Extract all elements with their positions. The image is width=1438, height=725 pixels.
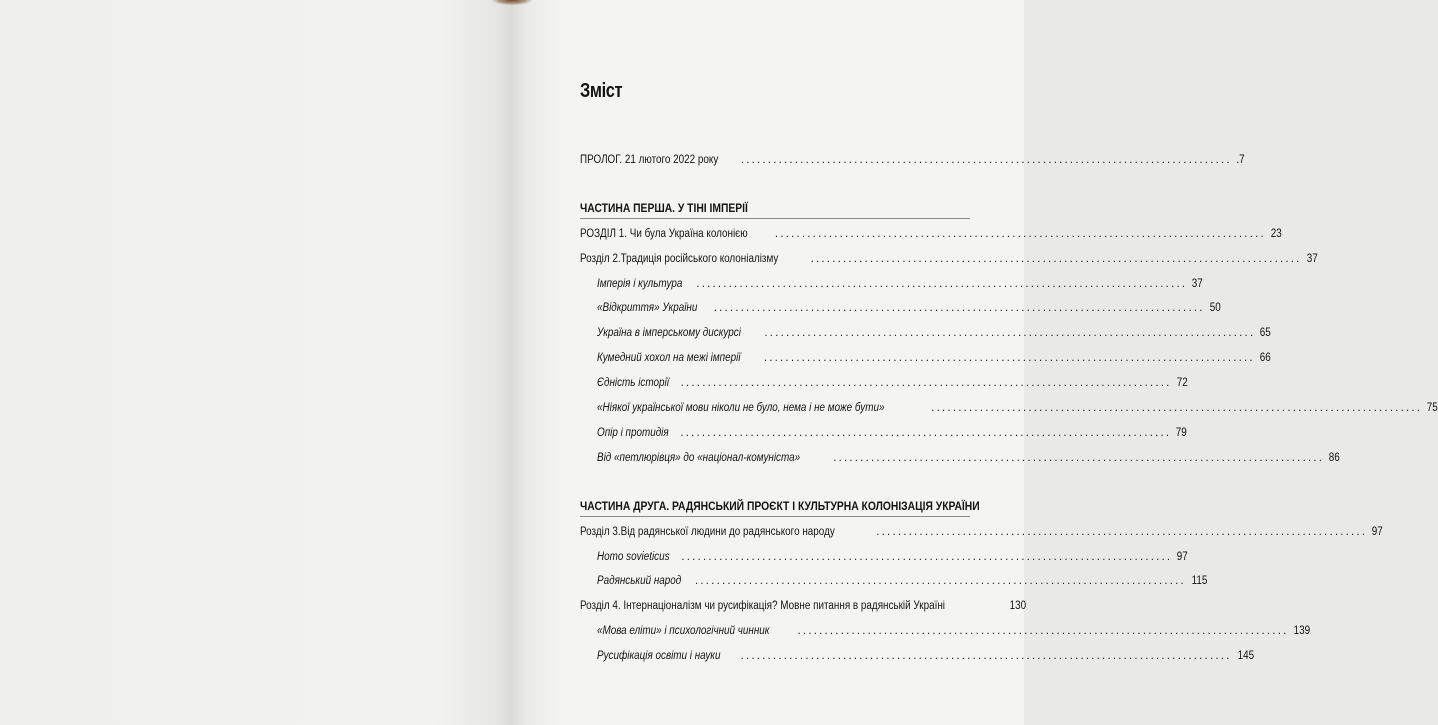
toc-entry-page: 115 [1191,575,1208,587]
toc-subentry [597,375,1188,391]
toc-entry-page: 37 [1306,253,1318,265]
toc-entry-page: 97 [1372,526,1384,538]
toc-entry-page: 66 [1259,352,1271,364]
toc-entry-text: Радянський народ [597,575,682,587]
toc-entry-text: Розділ 2.Традиція російського колоніалізму [580,253,779,265]
toc-entry-page: .7 [1236,154,1245,166]
toc-subentry [597,276,1204,292]
toc-entry-page: 65 [1260,327,1272,339]
toc-entry-page: 72 [1176,377,1188,389]
divider-rule [580,516,970,517]
toc-entry-text: Розділ 4. Інтернаціоналізм чи русифікація? Мовне питання в радянській Україні [580,600,945,612]
toc-subentry [597,400,1438,416]
toc-entry-text: «Мова еліти» і психологічний чинник [597,625,770,637]
leader-dots: ........................................................................................... [681,551,1173,563]
toc-entry-chapter-1 [580,226,1282,242]
toc-subentry [597,549,1189,565]
part-heading-1: ЧАСТИНА ПЕРША. У ТІНІ ІМПЕРІЇ [580,201,748,215]
toc-entry-text: Homo sovieticus [597,551,670,563]
toc-entry-text: «Відкриття» України [597,302,698,314]
leader-dots: ........................................................................................... [764,327,1256,339]
part-heading-2: ЧАСТИНА ДРУГА. РАДЯНСЬКИЙ ПРОЄКТ І КУЛЬТУРНА КОЛОНІЗАЦІЯ УКРАЇНИ [580,499,980,513]
toc-subentry [597,450,1340,466]
leader-dots: ........................................................................................... [876,526,1368,538]
toc-entry-text: «Ніякої української мови ніколи не було, нема і не може бути» [597,402,885,414]
toc-entry-text: Імперія і культура [597,278,683,290]
leader-dots: ........................................................................................... [763,352,1255,364]
toc-subentry [597,300,1221,316]
leader-dots: ........................................................................................... [696,278,1188,290]
toc-subentry [597,350,1271,366]
toc-entry-text: Від «петлюрівця» до «націонал-комуніста» [597,452,801,464]
toc-entry-page: 145 [1237,650,1254,662]
toc-entry-text: Україна в імперському дискурсі [597,327,741,339]
toc-entry-chapter-3 [580,524,1384,540]
toc-entry-page: 139 [1294,625,1311,637]
toc-subentry [597,325,1272,341]
toc-subentry [597,648,1254,664]
toc-entry-text: Русифікація освіти і науки [597,650,721,662]
toc-entry-page: 75 [1426,402,1438,414]
toc-subentry [597,623,1311,639]
toc-entry-text: Кумедний хохол на межі імперії [597,352,741,364]
toc-entry-page: 50 [1209,302,1221,314]
leader-dots: ........................................................................................... [797,625,1289,637]
toc-entry-text: Єдність історії [597,377,669,389]
leader-dots: ........................................................................................... [680,377,1172,389]
leader-dots: ........................................................................................... [774,228,1266,240]
binding-shadow [492,0,532,5]
toc-entry-prologue [580,152,1245,168]
left-page [0,0,512,725]
toc-entry-page: 79 [1176,427,1188,439]
leader-dots: ........................................................................................... [713,302,1205,314]
toc-entry-text: ПРОЛОГ. 21 лютого 2022 року [580,154,719,166]
toc-entry-page: 37 [1192,278,1204,290]
toc-entry-chapter-4 [580,598,1027,614]
leader-dots: ........................................................................................... [740,650,1232,662]
toc-entry-text: РОЗДІЛ 1. Чи була Україна колонією [580,228,748,240]
leader-dots: ........................................................................................... [931,402,1423,414]
toc-entry-text: Опір і протидія [597,427,669,439]
toc-entry-page: 130 [1010,600,1027,612]
toc-entry-page: 23 [1270,228,1282,240]
divider-rule [580,218,970,219]
toc-subentry [597,425,1188,441]
leader-dots: ........................................................................................... [810,253,1302,265]
toc-entry-page: 97 [1177,551,1189,563]
leader-dots: ........................................................................................... [680,427,1172,439]
toc-entry-chapter-2 [580,251,1318,267]
toc-subentry [597,573,1208,589]
leader-dots: ........................................................................................... [833,452,1325,464]
toc-entry-page: 86 [1328,452,1340,464]
page-title: Зміст [580,80,623,102]
leader-dots: ........................................................................................... [694,575,1186,587]
leader-dots: ........................................................................................... [740,154,1232,166]
toc-entry-text: Розділ 3.Від радянської людини до радянського народу [580,526,835,538]
